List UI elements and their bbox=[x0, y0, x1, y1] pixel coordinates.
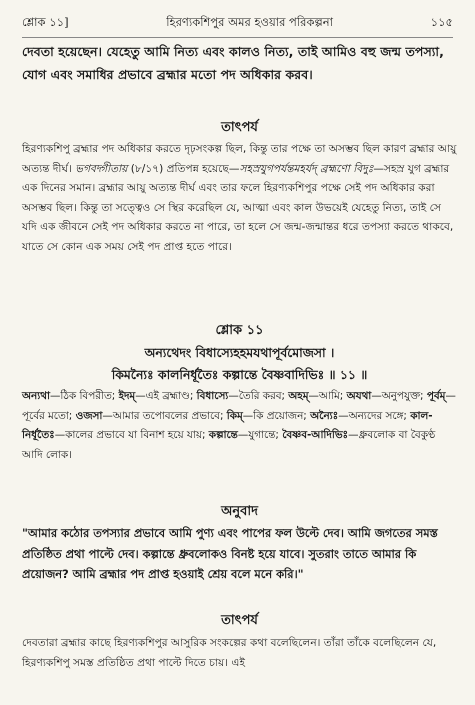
word-meaning: —তৈরি করব; bbox=[228, 390, 289, 402]
word-meaning: —এই ব্রহ্মাণ্ড; bbox=[135, 390, 197, 402]
header-verse-ref: শ্লোক ১১] bbox=[22, 15, 69, 29]
sanskrit-word: অহম্ bbox=[288, 390, 309, 402]
page-number: ১১৫ bbox=[430, 15, 453, 29]
purport-text bbox=[22, 140, 457, 257]
purport-seg: —সহস্র যুগ ব্রহ্মার এক দিনের সমান। ব্রহ্মার আয়ু অত্যন্ত দীর্ঘ এবং তার ফলে হিরণ্যকশিপুর পক্ষে সেই পদ অধিকার করা অসম্ভব ছিল। কিন্তু তা সত্ত্বেও সে স্থির করেছিল যে, আত্মা এবং কাল উভয়েই যেহেতু নিত্য, তাই সে যদি এক জীবনে সেই পদ অধিকার করতে না পারে, তা হলে সে জন্ম-জন্মান্তর ধরে তপস্যা করতে থাকবে, যাতে সে কোন এক সময় সেই পদ প্রাপ্ত হতে পারে। bbox=[22, 162, 454, 253]
purport-heading-2: তাৎপর্য bbox=[221, 613, 258, 628]
purport-heading: তাৎপর্য bbox=[221, 120, 258, 135]
translation-heading: অনুবাদ bbox=[221, 504, 258, 519]
word-meaning: —আমি; bbox=[308, 390, 347, 402]
scripture-title: ভগবদ্গীতায় bbox=[75, 162, 128, 175]
header-chapter-title: হিরণ্যকশিপুর অমর হওয়ার পরিকল্পনা bbox=[166, 15, 333, 29]
sanskrit-word: কিম্ bbox=[226, 409, 243, 422]
sanskrit-line: অন্যথেদং বিধাস্যেহহমযথাপূর্বমোজসা । bbox=[144, 345, 335, 360]
sanskrit-word: ইদম্ bbox=[118, 390, 136, 402]
word-meaning: —কালের প্রভাবে যা বিনাশ হয়ে যায়; bbox=[54, 429, 209, 441]
verse-number: শ্লোক ১১ bbox=[215, 323, 264, 338]
sanskrit-line: কিমন্যৈঃ কালনির্ধূতৈঃ কল্পান্তে বৈষ্ণবাদিভিঃ ॥ ১১ ॥ bbox=[111, 367, 368, 382]
word-meaning: —যুগান্তে; bbox=[237, 429, 283, 441]
word-meaning: —ঠিক বিপরীত; bbox=[49, 390, 119, 402]
translation-text bbox=[22, 523, 457, 585]
purport-paragraph: দেবতারা ব্রহ্মার কাছে হিরণ্যকশিপুর আসুরিক সংকল্পের কথা বলেছিলেন। তাঁরা তাঁকে বলেছিলেন যে, হিরণ্যকশিপু সমস্ত প্রতিষ্ঠিত প্রথা পাল্টে দিতে চায়। এই bbox=[22, 637, 437, 669]
quoted-verse: সহস্রযুগপর্যন্তমহর্যদ্ ব্রহ্মণো বিদুঃ bbox=[239, 162, 374, 175]
sanskrit-word: ওজসা bbox=[75, 409, 103, 422]
sanskrit-word: বিধাস্যে bbox=[196, 390, 229, 402]
sanskrit-verse bbox=[22, 342, 457, 386]
word-meaning: —কি প্রয়োজন; bbox=[242, 409, 311, 422]
word-meaning: —অনুপযুক্ত; bbox=[371, 390, 427, 402]
sanskrit-word: অন্যথা bbox=[22, 390, 50, 402]
word-meaning: —পূর্বের মতো; bbox=[22, 390, 456, 422]
sanskrit-word: অযথা bbox=[346, 390, 372, 402]
running-header bbox=[22, 14, 453, 38]
previous-translation-tail: দেবতা হয়েছেন। যেহেতু আমি নিত্য এবং কালও নিত্য, তাই আমিও বহু জন্ম তপস্যা, যোগ এবং সমাধির প্রভাবে ব্রহ্মার মতো পদ অধিকার করব। bbox=[22, 44, 444, 82]
sanskrit-word: কল্পান্তে bbox=[208, 429, 238, 441]
purport-seg: (৮/১৭) প্রতিপন্ন হয়েছে— bbox=[127, 162, 240, 175]
sanskrit-word: বৈষ্ণব-আদিভিঃ bbox=[282, 429, 349, 441]
word-meaning: —ধ্রুবলোক বা বৈকুণ্ঠ আদি লোক। bbox=[22, 429, 436, 461]
translation-paragraph: "আমার কঠোর তপস্যার প্রভাবে আমি পুণ্য এবং পাপের ফল উল্টে দেব। আমি জগতের সমস্ত প্রতিষ্ঠিত প্রথা পাল্টে দেব। কল্পান্তে ধ্রুবলোকও বিনষ্ট হয়ে যাবে। সুতরাং তাতে আমার কি প্রয়োজন? আমি ব্রহ্মার পদ প্রাপ্ত হওয়াই শ্রেয় বলে মনে করি।" bbox=[22, 526, 438, 581]
purport-seg: হিরণ্যকশিপু ব্রহ্মার পদ অধিকার করতে দৃঢ়সংকল্প ছিল, কিন্তু তার পক্ষে তা অসম্ভব ছিল কারণ ব্রহ্মার আয়ু অত্যন্ত দীর্ঘ। bbox=[22, 143, 457, 175]
word-meaning: —আমার তপোবলের প্রভাবে; bbox=[102, 409, 227, 422]
sanskrit-word: অন্যৈঃ bbox=[310, 409, 339, 422]
sanskrit-word: কাল-নির্ধূতৈঃ bbox=[22, 409, 433, 441]
sanskrit-word: পূর্বম্ bbox=[426, 390, 446, 402]
word-synonyms bbox=[22, 387, 457, 465]
word-meaning: —অন্যদের সঙ্গে; bbox=[338, 409, 411, 422]
purport-text-2 bbox=[22, 634, 457, 673]
